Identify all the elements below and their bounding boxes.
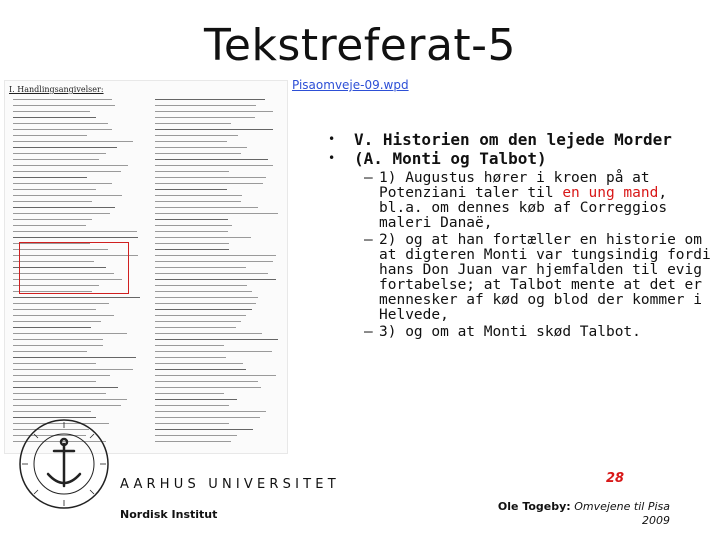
document-text-line [155, 243, 229, 244]
document-text-line [155, 387, 261, 388]
document-text-line [13, 303, 109, 304]
document-text-line [155, 105, 256, 106]
document-text-line [155, 189, 227, 190]
document-text-line [155, 183, 263, 184]
document-text-line [13, 135, 87, 136]
bullet-text: V. Historien om den lejede Morder [354, 130, 672, 149]
document-text-line [13, 297, 140, 298]
document-text-line [155, 123, 231, 124]
document-text-line [155, 309, 252, 310]
document-text-line [155, 195, 242, 196]
document-text-line [155, 285, 247, 286]
university-seal-logo [18, 418, 110, 510]
dash-icon: – [364, 324, 373, 340]
document-text-line [155, 129, 273, 130]
document-text-line [13, 231, 137, 232]
document-text-line [13, 369, 133, 370]
bullet-dot-icon: • [328, 132, 336, 146]
document-text-line [13, 153, 106, 154]
author-credit [498, 500, 670, 528]
document-text-line [13, 111, 90, 112]
document-text-line [13, 159, 99, 160]
document-text-line [155, 153, 241, 154]
document-text-line [155, 291, 252, 292]
document-text-line [155, 207, 258, 208]
document-text-line [155, 357, 226, 358]
document-thumbnail [4, 80, 288, 454]
document-text-line [155, 117, 255, 118]
document-text-line [13, 363, 96, 364]
document-text-line [155, 375, 276, 376]
document-text-line [155, 381, 258, 382]
sub-text: , bl.a. om dennes køb af Correggios maleri Danaë, [379, 185, 668, 231]
document-text-line [155, 369, 246, 370]
document-text-line [155, 405, 229, 406]
document-text-line [155, 147, 247, 148]
document-text-line [155, 165, 273, 166]
slide-title: Tekstreferat-5 [203, 20, 517, 71]
document-text-line [13, 237, 138, 238]
institute-name: Nordisk Institut [120, 508, 218, 521]
document-heading: I. Handlingsangivelser: [9, 85, 104, 94]
document-text-line [13, 225, 86, 226]
document-text-line [155, 219, 228, 220]
document-text-line [13, 147, 117, 148]
bullet-item [324, 130, 714, 149]
document-text-line [155, 279, 276, 280]
document-text-line [13, 195, 122, 196]
document-text-line [13, 399, 127, 400]
sub-item [324, 233, 714, 323]
document-text-line [13, 129, 112, 130]
document-text-line [155, 159, 268, 160]
document-text-line [13, 105, 115, 106]
document-text-line [13, 189, 96, 190]
document-text-line [13, 357, 136, 358]
document-text-line [155, 261, 273, 262]
university-name: AARHUS UNIVERSITET [120, 477, 340, 492]
document-text-line [13, 321, 101, 322]
document-text-line [13, 345, 103, 346]
highlight-box [19, 242, 129, 294]
dash-icon: – [364, 170, 373, 186]
document-text-line [155, 339, 278, 340]
document-text-line [155, 255, 276, 256]
document-text-line [13, 177, 87, 178]
document-text-line [13, 315, 114, 316]
document-text-line [13, 393, 106, 394]
bullet-item [324, 149, 714, 168]
document-text-line [155, 363, 243, 364]
document-text-line [13, 387, 118, 388]
document-text-line [155, 267, 246, 268]
document-text-line [13, 123, 108, 124]
document-right-column [155, 99, 281, 447]
document-text-line [155, 399, 237, 400]
sub-item [324, 325, 714, 340]
document-text-line [13, 201, 92, 202]
document-text-line [155, 135, 238, 136]
author-name: Ole Togeby: [497, 500, 571, 513]
document-text-line [155, 327, 236, 328]
document-text-line [155, 273, 268, 274]
document-text-line [13, 141, 133, 142]
page-number: 28 [606, 471, 625, 486]
document-text-line [155, 333, 262, 334]
sub-list [324, 171, 714, 340]
document-text-line [155, 225, 232, 226]
highlighted-text: en ung mand [562, 185, 659, 201]
document-text-line [155, 297, 258, 298]
sub-text: 2) og at han fortæller en historie om at digteren Monti var tungsindig fordi hans Don Juan var hjemfalden til evig fortabelse; at Talbot mente at det er mennesker af kød og blod der kommer i Helvede, [379, 232, 711, 323]
document-text-line [13, 117, 96, 118]
document-text-line [155, 213, 278, 214]
document-text-line [13, 99, 112, 100]
sub-item [324, 171, 714, 231]
sub-text: 1) Augustus hører i kroen på at Potenziani taler til [379, 170, 650, 201]
document-text-line [155, 111, 273, 112]
document-text-line [13, 165, 128, 166]
document-text-line [155, 171, 229, 172]
document-text-line [13, 351, 87, 352]
document-text-line [13, 207, 115, 208]
document-text-line [155, 201, 241, 202]
document-text-line [155, 441, 231, 442]
document-text-line [155, 393, 224, 394]
document-text-line [13, 339, 103, 340]
document-text-line [155, 435, 237, 436]
document-text-line [13, 219, 92, 220]
sub-text: 3) og om at Monti skød Talbot. [379, 324, 641, 340]
document-text-line [155, 411, 266, 412]
dash-icon: – [364, 232, 373, 248]
author-work: Omvejene til Pisa [574, 500, 670, 513]
document-text-line [13, 405, 121, 406]
document-text-line [155, 303, 256, 304]
document-text-line [155, 417, 260, 418]
document-text-line [155, 237, 251, 238]
document-text-line [155, 351, 272, 352]
document-text-line [155, 231, 228, 232]
document-text-line [13, 333, 127, 334]
document-text-line [13, 183, 112, 184]
document-text-line [13, 309, 96, 310]
document-text-line [155, 423, 229, 424]
document-text-line [155, 249, 229, 250]
document-text-line [155, 99, 265, 100]
document-text-line [155, 429, 253, 430]
document-text-line [13, 411, 91, 412]
document-text-line [13, 327, 91, 328]
document-text-line [13, 381, 96, 382]
document-text-line [155, 315, 246, 316]
document-text-line [155, 321, 241, 322]
document-text-line [155, 345, 224, 346]
bullet-list [324, 130, 714, 340]
document-text-line [155, 141, 227, 142]
document-link[interactable]: Pisaomveje-09.wpd [292, 78, 409, 92]
bullet-dot-icon: • [328, 151, 336, 165]
document-text-line [13, 375, 110, 376]
document-text-line [13, 171, 121, 172]
document-text-line [155, 177, 266, 178]
year: 2009 [642, 514, 670, 527]
bullet-text: (A. Monti og Talbot) [354, 149, 547, 168]
document-text-line [13, 213, 110, 214]
